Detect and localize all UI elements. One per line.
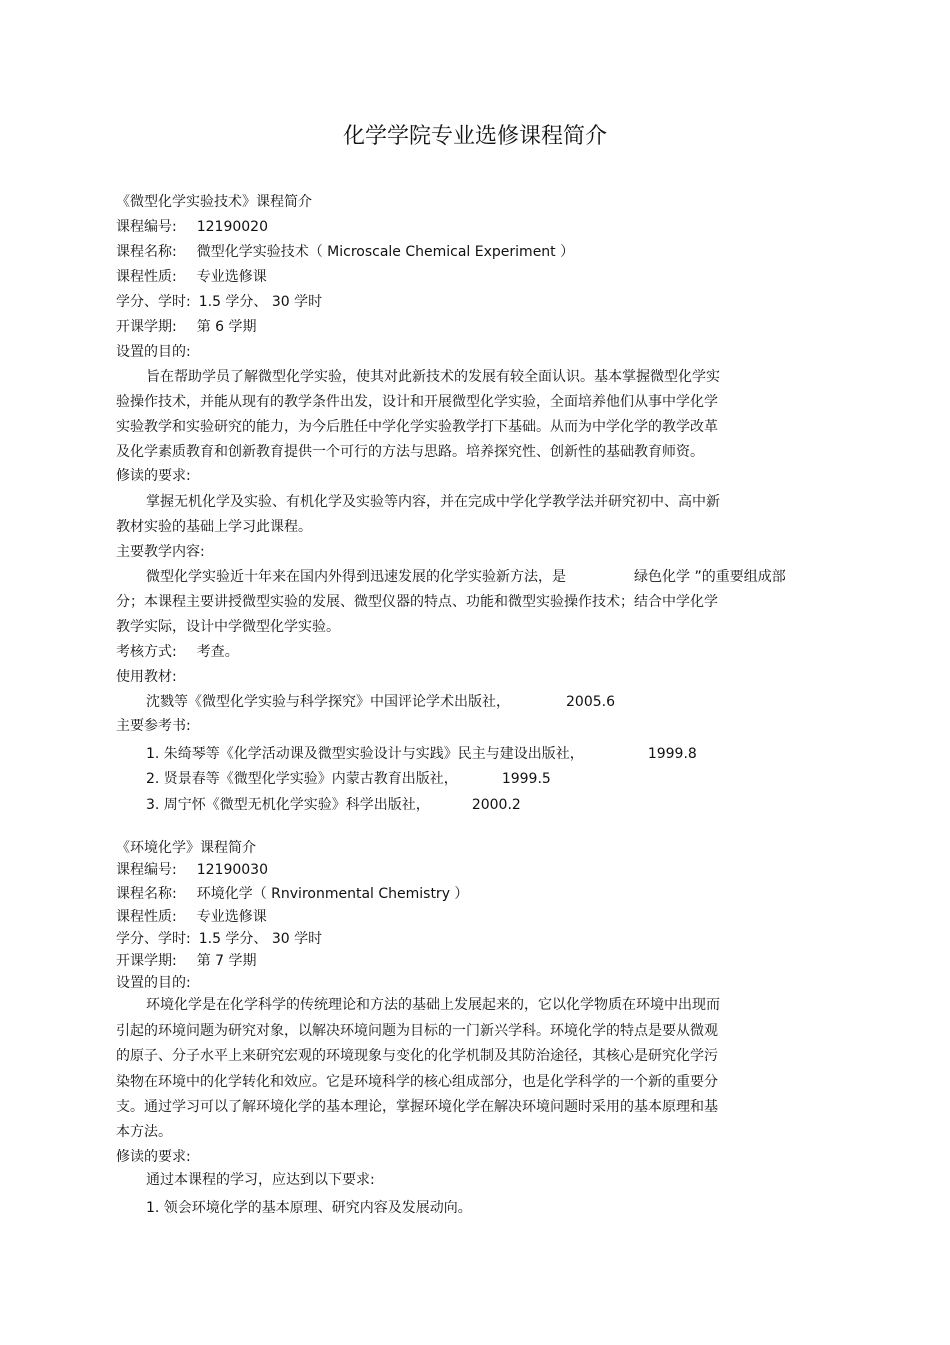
course1-purpose-line: 验操作技术，并能从现有的教学条件出发，设计和开展微型化学实验，全面培养他们从事中学化学 <box>116 394 718 410</box>
reference-item <box>146 795 521 815</box>
reference-text: 3. 周宁怀《微型无机化学实验》科学出版社， <box>146 797 430 813</box>
course-type: 专业选修课 <box>196 909 267 925</box>
course-type: 专业选修课 <box>196 269 267 285</box>
course2-type-row <box>116 907 267 927</box>
course-name: 微型化学实验技术（ Microscale Chemical Experiment ） <box>196 244 575 260</box>
course2-purpose-label: 设置的目的: <box>116 975 191 991</box>
course-term-label: 开课学期: <box>116 953 177 969</box>
reference-year: 1999.5 <box>501 771 551 787</box>
course1-credit-row <box>116 292 322 312</box>
course1-content-line <box>146 567 786 587</box>
course-code-label: 课程编号: <box>116 219 177 235</box>
course1-purpose-line: 及化学素质教育和创新教育提供一个可行的方法与思路。培养探究性、创新性的基础教育师资。 <box>116 444 704 460</box>
course1-purpose-line: 实验教学和实验研究的能力，为今后胜任中学化学实验教学打下基础。从而为中学化学的教学改革 <box>116 419 718 435</box>
course2-purpose-line: 的原子、分子水平上来研究宏观的环境现象与变化的化学机制及其防治途径，其核心是研究化学污 <box>116 1048 718 1064</box>
course-term-label: 开课学期: <box>116 319 177 335</box>
course1-req-line: 掌握无机化学及实验、有机化学及实验等内容，并在完成中学化学教学法并研究初中、高中新 <box>146 494 720 510</box>
course-credit: 1.5 学分、 30 学时 <box>198 931 323 947</box>
course1-type-row <box>116 267 267 287</box>
reference-year: 1999.8 <box>647 746 697 762</box>
textbook-year: 2005.6 <box>566 694 615 710</box>
course-code: 12190030 <box>196 862 268 878</box>
course-credit-label: 学分、学时: <box>116 931 191 947</box>
exam-label: 考核方式: <box>116 644 177 660</box>
reference-item <box>146 769 551 789</box>
course1-purpose-line: 旨在帮助学员了解微型化学实验，使其对此新技术的发展有较全面认识。基本掌握微型化学实 <box>146 369 720 385</box>
reference-year: 2000.2 <box>471 797 521 813</box>
course-credit: 1.5 学分、 30 学时 <box>198 294 323 310</box>
course1-exam-row <box>116 642 239 662</box>
course-code: 12190020 <box>196 219 268 235</box>
content-line-part: 微型化学实验近十年来在国内外得到迅速发展的化学实验新方法，是 <box>146 569 566 585</box>
course2-heading: 《环境化学》课程简介 <box>116 840 256 856</box>
course-name-label: 课程名称: <box>116 244 177 260</box>
course2-req-label: 修读的要求: <box>116 1149 191 1165</box>
reference-item <box>146 744 697 764</box>
course1-content-line: 教学实际，设计中学微型化学实验。 <box>116 619 340 635</box>
course1-req-label: 修读的要求: <box>116 468 191 484</box>
course1-content-label: 主要教学内容: <box>116 544 205 560</box>
course2-purpose-line: 支。通过学习可以了解环境化学的基本理论，掌握环境化学在解决环境问题时采用的基本原理和基 <box>116 1099 718 1115</box>
course-type-label: 课程性质: <box>116 269 177 285</box>
course-name: 环境化学（ Rnvironmental Chemistry ） <box>196 886 469 902</box>
course-name-label: 课程名称: <box>116 886 177 902</box>
reference-text: 1. 朱绮琴等《化学活动课及微型实验设计与实践》民主与建设出版社， <box>146 746 584 762</box>
course-term: 第 6 学期 <box>196 319 257 335</box>
course-credit-label: 学分、学时: <box>116 294 191 310</box>
course1-purpose-label: 设置的目的: <box>116 344 191 360</box>
course1-name-row <box>116 242 574 262</box>
course1-term-row <box>116 317 257 337</box>
course2-purpose-line: 染物在环境中的化学转化和效应。它是环境科学的核心组成部分，也是化学科学的一个新的重要分 <box>116 1074 718 1090</box>
course2-credit-row <box>116 929 322 949</box>
course1-req-line: 教材实验的基础上学习此课程。 <box>116 519 312 535</box>
course1-refs-label: 主要参考书: <box>116 718 191 734</box>
course2-purpose-line: 引起的环境问题为研究对象，以解决环境问题为目标的一门新兴学科。环境化学的特点是要从微观 <box>116 1023 718 1039</box>
textbook-title: 沈戮等《微型化学实验与科学探究》中国评论学术出版社， <box>146 694 510 710</box>
course2-purpose-line: 环境化学是在化学科学的传统理论和方法的基础上发展起来的，它以化学物质在环境中出现而 <box>146 997 720 1013</box>
course-type-label: 课程性质: <box>116 909 177 925</box>
exam-method: 考查。 <box>196 644 239 660</box>
course1-heading: 《微型化学实验技术》课程简介 <box>116 194 312 210</box>
course2-name-row <box>116 884 468 904</box>
reference-text: 2. 贤景春等《微型化学实验》内蒙古教育出版社， <box>146 771 458 787</box>
course2-term-row <box>116 951 257 971</box>
course2-req-line: 1. 领会环境化学的基本原理、研究内容及发展动向。 <box>146 1200 472 1216</box>
document-title: 化学学院专业选修课程简介 <box>342 124 607 149</box>
course2-req-line: 通过本课程的学习，应达到以下要求: <box>146 1172 375 1188</box>
course1-textbook <box>146 692 615 712</box>
course1-code-row <box>116 217 268 237</box>
course1-textbook-label: 使用教材: <box>116 669 177 685</box>
course2-purpose-line: 本方法。 <box>116 1124 172 1140</box>
content-line-part: 绿色化学 ”的重要组成部 <box>634 569 786 585</box>
course2-code-row <box>116 860 268 880</box>
course-code-label: 课程编号: <box>116 862 177 878</box>
course-term: 第 7 学期 <box>196 953 257 969</box>
course1-content-line: 分；本课程主要讲授微型实验的发展、微型仪器的特点、功能和微型实验操作技术；结合中学化学 <box>116 594 718 610</box>
